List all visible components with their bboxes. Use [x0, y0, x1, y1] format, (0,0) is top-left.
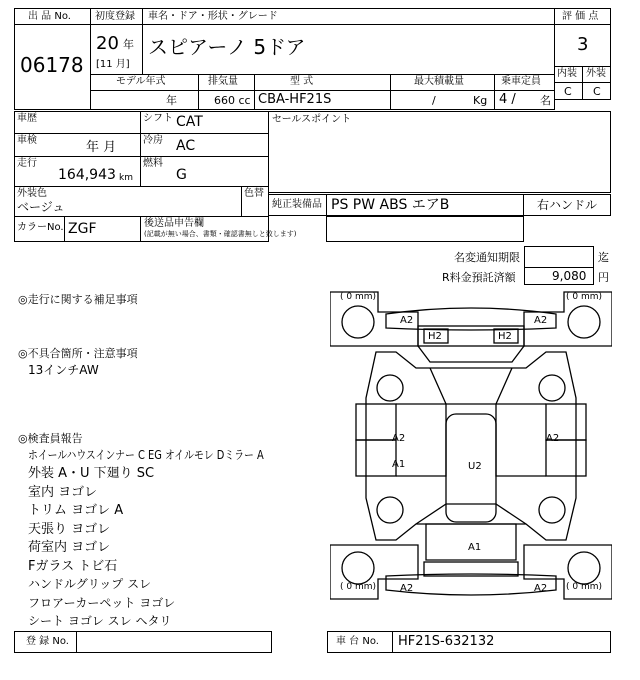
inspector-line: ハンドルグリップ スレ	[28, 577, 152, 591]
equipment-label: 純正装備品	[272, 199, 322, 210]
interior-label: 内装	[557, 68, 577, 79]
ac-value: AC	[176, 138, 196, 154]
max-load-unit: Kg	[473, 94, 488, 107]
post-document-label: 後送品申告欄	[144, 218, 204, 229]
recycle-fee-label: R料金預託済額	[442, 271, 516, 284]
exterior-grade: C	[593, 85, 601, 98]
shift-value: CAT	[176, 114, 203, 130]
tire-mark-fl: ( 0 mm)	[340, 292, 377, 302]
inspector-line: シート ヨゴレ スレ ヘタリ	[28, 614, 172, 628]
fuel-value: G	[176, 167, 187, 183]
tire-mark-rr: ( 0 mm)	[566, 582, 603, 592]
chassis-number-label: 車 台 No.	[336, 636, 379, 647]
exterior-color-value: ベージュ	[17, 200, 65, 214]
registration-number-label: 登 録 No.	[26, 636, 69, 647]
capacity-value: 4 /	[499, 92, 516, 107]
capacity-label: 乗車定員	[501, 76, 541, 87]
mark-rear-bumper-left: A2	[400, 583, 414, 594]
ac-label: 冷房	[143, 135, 163, 146]
max-load-value: /	[432, 94, 436, 107]
inspection-value: 年 月	[86, 140, 117, 155]
tire-mark-rl: ( 0 mm)	[340, 582, 377, 592]
exterior-color-label: 外装色	[17, 188, 47, 199]
handle-value: 右ハンドル	[537, 198, 598, 212]
car-name-label: 車名・ドア・形状・グレード	[148, 11, 278, 22]
mark-left-door-rear: A1	[392, 459, 406, 470]
car-name: スピアーノ 5ドア	[148, 35, 306, 59]
mark-headlight-left: H2	[428, 331, 442, 342]
sales-point-label: セールスポイント	[272, 114, 352, 125]
extra-box	[326, 216, 524, 242]
mileage-value: 164,943	[58, 167, 116, 183]
mark-rear-bumper-right: A2	[534, 583, 548, 594]
mark-front-bumper-left: A2	[400, 315, 414, 326]
recycle-fee-unit: 円	[598, 271, 609, 284]
inspector-line: 天張り ヨゴレ	[28, 522, 111, 537]
interior-grade: C	[564, 85, 572, 98]
first-registration-label: 初度登録	[95, 11, 135, 22]
max-load-label: 最大積載量	[414, 76, 464, 87]
tire-mark-fr: ( 0 mm)	[566, 292, 603, 302]
mileage-label: 走行	[17, 158, 37, 169]
inspector-line: 室内 ヨゴレ	[28, 485, 98, 500]
name-change-box	[524, 246, 594, 268]
inspector-line: トリム ヨゴレ A	[28, 503, 124, 518]
mark-roof: U2	[468, 461, 482, 472]
name-change-label: 名変通知期限	[454, 251, 520, 264]
inspector-label: ◎検査員報告	[18, 432, 83, 445]
driving-notes-label: ◎走行に関する補足事項	[18, 293, 138, 306]
mark-front-bumper-right: A2	[534, 315, 548, 326]
registration-year: 20	[96, 33, 119, 54]
inspector-line: フロアーカーペット ヨゴレ	[28, 596, 176, 610]
name-change-unit: 迄	[598, 251, 609, 264]
lot-number-label: 出 品 No.	[28, 11, 71, 22]
inspector-line: Fガラス トビ石	[28, 559, 118, 574]
evaluation-label: 評 価 点	[562, 11, 599, 22]
model-year-label: モデル年式	[116, 76, 166, 87]
shift-label: シフト	[143, 113, 173, 124]
lot-number: 06178	[20, 53, 84, 77]
car-damage-diagram	[330, 288, 612, 603]
fuel-label: 燃料	[143, 158, 163, 169]
inspection-label: 車検	[17, 135, 37, 146]
registration-month: [11 月]	[96, 59, 130, 70]
equipment-value: PS PW ABS エアB	[331, 197, 450, 213]
model-year-unit: 年	[166, 94, 177, 107]
defects-label: ◎不具合箇所・注意事項	[18, 347, 138, 360]
exterior-label: 外装	[586, 68, 606, 79]
capacity-unit: 名	[540, 94, 551, 107]
post-document-note: (記載が無い場合、書類・確認書無しと致します)	[144, 230, 297, 238]
history-label: 車歴	[17, 113, 37, 124]
color-number-label: カラーNo.	[17, 222, 64, 233]
type-label: 型 式	[290, 76, 314, 87]
mark-headlight-right: H2	[498, 331, 512, 342]
defects-line: 13インチAW	[28, 363, 99, 377]
color-number-value: ZGF	[68, 221, 97, 237]
chassis-number-value: HF21S-632132	[398, 634, 495, 649]
inspector-line: 荷室内 ヨゴレ	[28, 540, 111, 555]
mileage-unit: km	[119, 173, 133, 183]
mark-right-door-front: A2	[546, 433, 560, 444]
recycle-fee-value: 9,080	[552, 269, 587, 283]
displacement-value: 660 cc	[214, 94, 251, 107]
evaluation-score: 3	[577, 34, 589, 55]
displacement-label: 排気量	[208, 76, 238, 87]
year-unit: 年	[123, 38, 134, 51]
inspector-line: 外装 A・U 下廻り SC	[28, 466, 155, 481]
inspector-line: ホイールハウスインナー C EG オイルモレ Dミラー A	[28, 448, 264, 462]
repaint-label: 色替	[244, 188, 264, 199]
type-value: CBA-HF21S	[258, 92, 332, 107]
mark-left-door-front: A2	[392, 433, 406, 444]
mark-back-door: A1	[468, 542, 482, 553]
